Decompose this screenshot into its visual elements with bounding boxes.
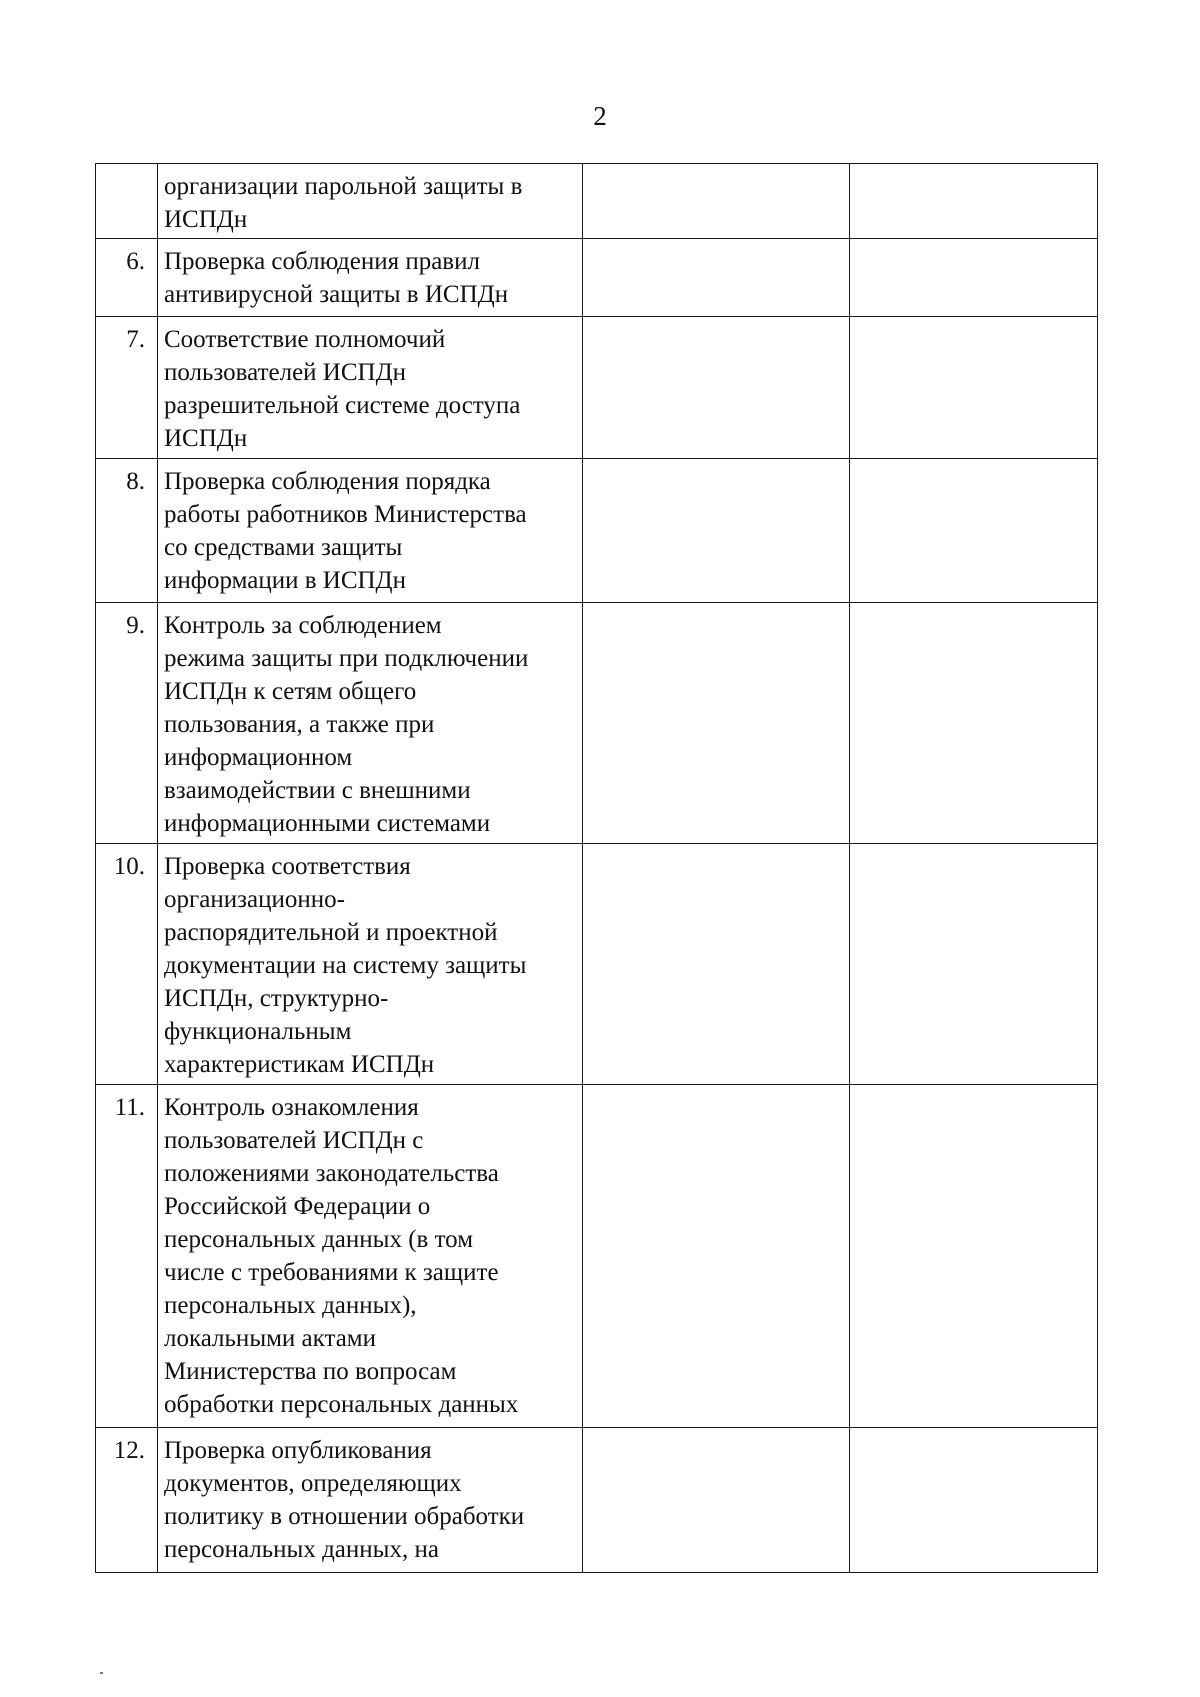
empty-cell <box>583 844 850 1085</box>
row-text-cell <box>158 844 583 1085</box>
empty-cell <box>583 317 850 459</box>
control-table <box>95 163 1098 1573</box>
empty-cell <box>583 459 850 603</box>
empty-cell <box>583 1428 850 1573</box>
empty-cell <box>583 164 850 239</box>
page-number: 2 <box>593 101 607 131</box>
empty-cell <box>583 239 850 317</box>
table-row <box>96 1428 1098 1573</box>
row-text-cell <box>158 459 583 603</box>
table-row <box>96 1085 1098 1428</box>
row-text-cell <box>158 239 583 317</box>
row-text: Контроль ознакомления пользователей ИСПДн с положениями законодательства Российской Федерации о персональных данных (в том числе с требованиями к защите персональных данных), локальными актами Министерства по вопросам обработки персональных данных <box>164 1094 519 1418</box>
empty-cell <box>850 164 1098 239</box>
empty-cell <box>583 1085 850 1428</box>
empty-cell <box>850 1085 1098 1428</box>
empty-cell <box>850 1428 1098 1573</box>
empty-cell <box>850 317 1098 459</box>
table-row <box>96 239 1098 317</box>
row-text: Проверка соответствия организационно- распорядительной и проектной документации на систему защиты ИСПДн, структурно- функциональным характеристикам ИСПДн <box>164 853 527 1078</box>
row-text: Проверка соблюдения правил антивирусной защиты в ИСПДн <box>164 248 509 308</box>
row-number-cell: 7. <box>96 317 158 459</box>
row-text: Контроль за соблюдением режима защиты при подключении ИСПДн к сетям общего пользования, а также при информационном взаимодействии с внешними информационными системами <box>164 612 529 837</box>
row-number-cell: 6. <box>96 239 158 317</box>
row-text-cell <box>158 1428 583 1573</box>
row-number-cell: 9. <box>96 603 158 844</box>
table-row <box>96 164 1098 239</box>
scan-artifact <box>100 1672 103 1674</box>
row-text-cell <box>158 164 583 239</box>
row-number-cell: 11. <box>96 1085 158 1428</box>
empty-cell <box>850 603 1098 844</box>
row-number-cell <box>96 164 158 239</box>
row-text: Соответствие полномочий пользователей ИСПДн разрешительной системе доступа ИСПДн <box>164 326 521 452</box>
row-text: Проверка соблюдения порядка работы работников Министерства со средствами защиты информации в ИСПДн <box>164 468 527 594</box>
table-row <box>96 459 1098 603</box>
table-row <box>96 844 1098 1085</box>
row-text: организации парольной защиты в ИСПДн <box>164 173 523 233</box>
empty-cell <box>850 239 1098 317</box>
table-row <box>96 317 1098 459</box>
empty-cell <box>850 459 1098 603</box>
table-row <box>96 603 1098 844</box>
row-number-cell: 10. <box>96 844 158 1085</box>
empty-cell <box>850 844 1098 1085</box>
row-number-cell: 12. <box>96 1428 158 1573</box>
row-text-cell <box>158 1085 583 1428</box>
row-text-cell <box>158 317 583 459</box>
row-number-cell: 8. <box>96 459 158 603</box>
row-text-cell <box>158 603 583 844</box>
row-text: Проверка опубликования документов, определяющих политику в отношении обработки персональных данных, на <box>164 1437 525 1563</box>
empty-cell <box>583 603 850 844</box>
